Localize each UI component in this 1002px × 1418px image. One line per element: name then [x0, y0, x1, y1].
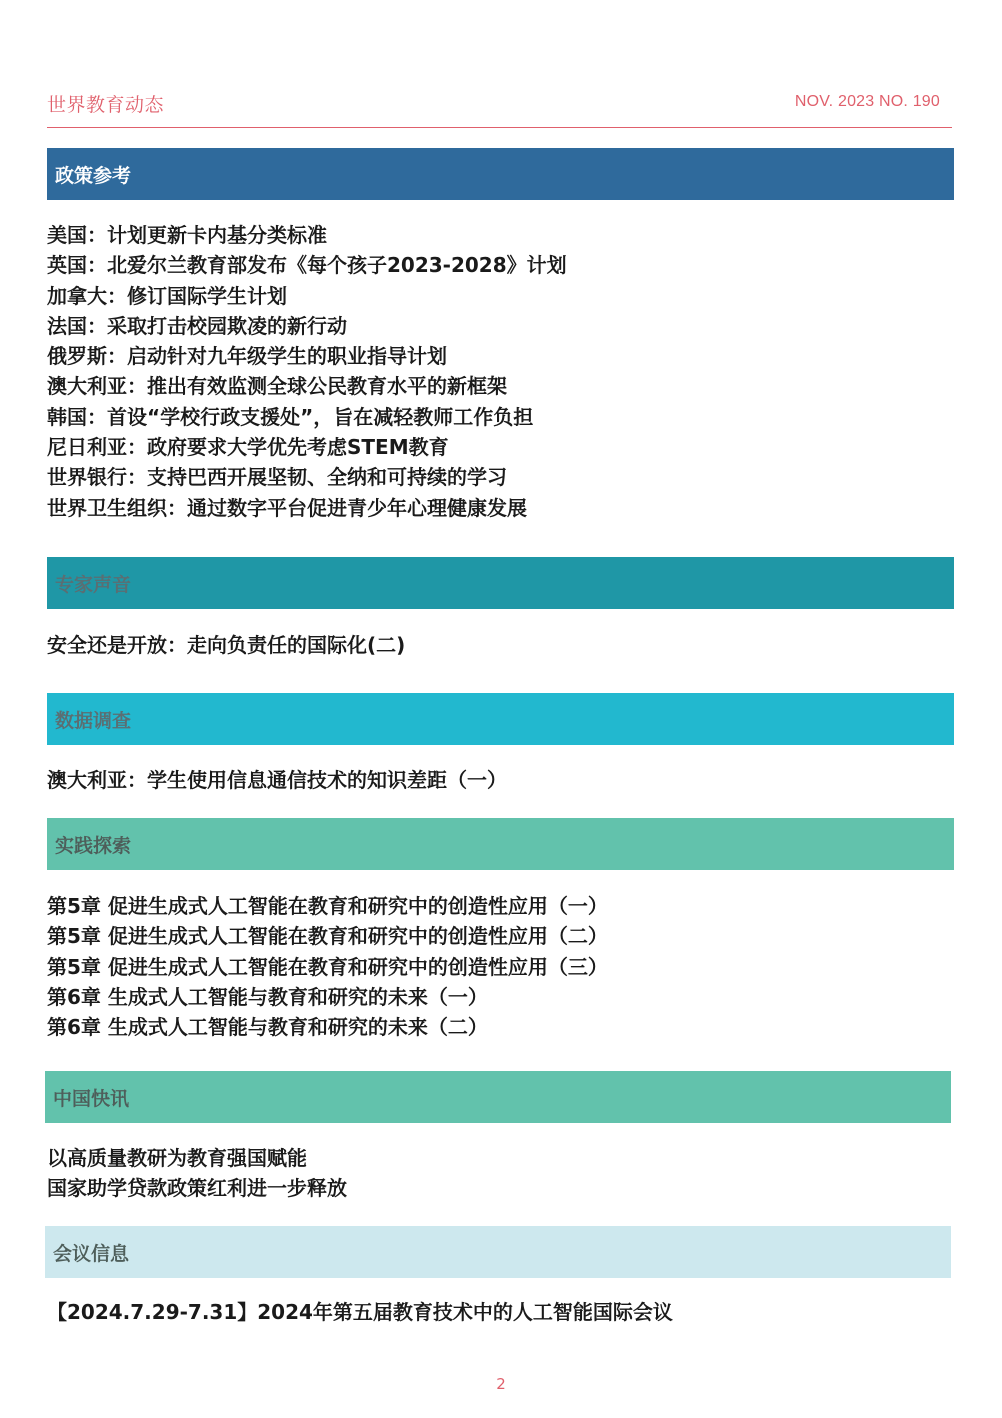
list-item[interactable]: 国家助学贷款政策红利进一步释放	[47, 1176, 347, 1201]
list-item[interactable]: 俄罗斯：启动针对九年级学生的职业指导计划	[47, 344, 447, 369]
list-item[interactable]: 澳大利亚：推出有效监测全球公民教育水平的新框架	[47, 374, 507, 399]
section-title: 实践探索	[55, 834, 132, 857]
header-divider	[47, 127, 952, 128]
section-title: 中国快讯	[53, 1087, 130, 1110]
list-item[interactable]: 美国：计划更新卡内基分类标准	[47, 223, 327, 247]
issue-number: NOV. 2023 NO. 190	[794, 93, 940, 110]
section-header-conference	[45, 1226, 951, 1278]
list-item[interactable]: 【2024.7.29-7.31】2024年第五届教育技术中的人工智能国际会议	[47, 1300, 673, 1324]
page-number: 2	[496, 1375, 506, 1393]
list-item[interactable]: 世界卫生组织：通过数字平台促进青少年心理健康发展	[47, 495, 527, 520]
section-header-china	[45, 1071, 951, 1123]
section-title: 数据调查	[55, 709, 132, 732]
list-item[interactable]: 澳大利亚：学生使用信息通信技术的知识差距（一）	[47, 768, 507, 792]
list-item[interactable]: 世界银行：支持巴西开展坚韧、全纳和可持续的学习	[47, 465, 507, 490]
expert-list	[47, 630, 405, 660]
section-header-policy	[47, 148, 954, 200]
list-item[interactable]: 英国：北爱尔兰教育部发布《每个孩子2023-2028》计划	[47, 253, 567, 278]
section-title: 会议信息	[53, 1242, 130, 1265]
list-item[interactable]: 韩国：首设“学校行政支援处”，旨在减轻教师工作负担	[47, 404, 534, 429]
practice-list	[47, 891, 608, 1042]
list-item[interactable]: 安全还是开放：走向负责任的国际化(二)	[47, 633, 406, 657]
china-news-list	[47, 1143, 347, 1204]
section-header-expert	[47, 557, 954, 609]
conference-list	[47, 1297, 673, 1327]
list-item[interactable]: 第5章 促进生成式人工智能在教育和研究中的创造性应用（二）	[47, 924, 608, 949]
list-item[interactable]: 第6章 生成式人工智能与教育和研究的未来（一）	[47, 984, 488, 1009]
section-title: 政策参考	[55, 164, 132, 187]
list-item[interactable]: 法国：采取打击校园欺凌的新行动	[47, 313, 347, 338]
journal-title: 世界教育动态	[47, 94, 165, 116]
section-header-practice	[47, 818, 954, 870]
list-item[interactable]: 第5章 促进生成式人工智能在教育和研究中的创造性应用（一）	[47, 894, 608, 918]
list-item[interactable]: 加拿大：修订国际学生计划	[47, 283, 287, 308]
data-list	[47, 765, 507, 795]
list-item[interactable]: 尼日利亚：政府要求大学优先考虑STEM教育	[47, 435, 449, 460]
list-item[interactable]: 第6章 生成式人工智能与教育和研究的未来（二）	[47, 1015, 488, 1040]
section-title: 专家声音	[55, 573, 132, 596]
list-item[interactable]: 以高质量教研为教育强国赋能	[47, 1146, 307, 1170]
policy-list	[47, 220, 567, 523]
list-item[interactable]: 第5章 促进生成式人工智能在教育和研究中的创造性应用（三）	[47, 954, 608, 979]
section-header-data	[47, 693, 954, 745]
